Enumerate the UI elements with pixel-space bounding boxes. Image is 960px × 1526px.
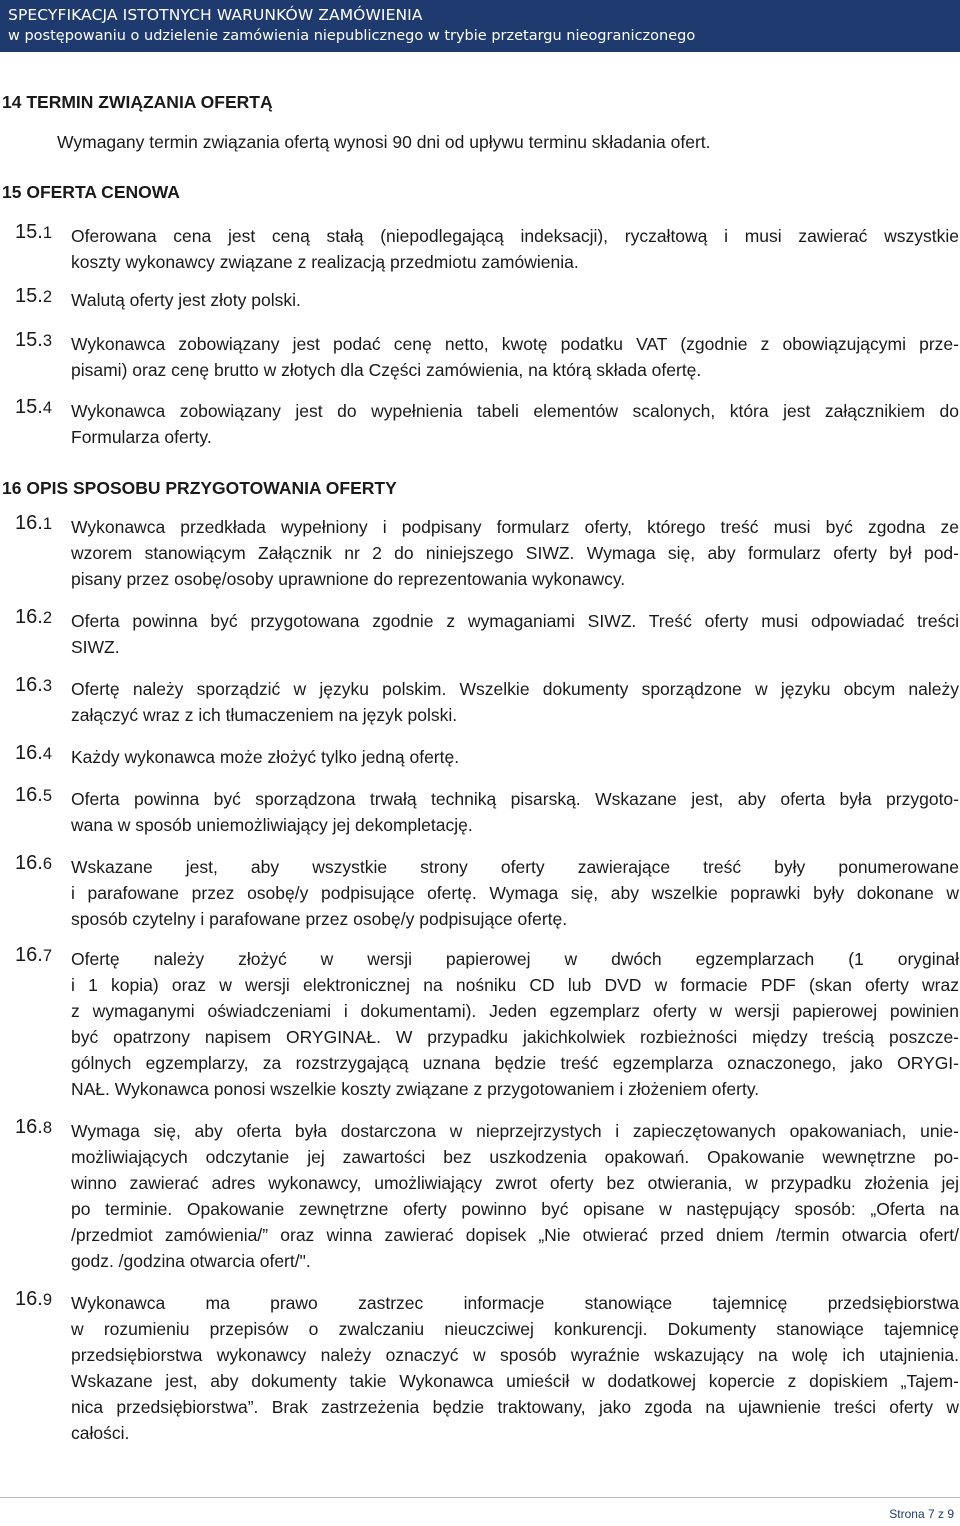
item-number-major: 16. <box>15 512 43 534</box>
item-text <box>71 676 959 728</box>
section-14-heading: 14 TERMIN ZWIĄZANIA OFERTĄ <box>2 92 273 112</box>
item-number <box>15 944 52 967</box>
item-text <box>71 223 959 275</box>
item-number <box>15 852 52 875</box>
item-text-line: nica przedsiębiorstwa”. Brak zastrzeżenia będzie traktowany, jako zgoda na ujawnienie treści oferty w <box>71 1397 959 1417</box>
item-text-line: Ofertę należy sporządzić w języku polskim. Wszelkie dokumenty sporządzone w języku obcym należy <box>71 679 959 699</box>
item-text-line: Formularza oferty. <box>71 427 212 447</box>
item-number <box>15 285 52 308</box>
item-number-minor: 9 <box>42 1291 52 1309</box>
item-text <box>71 398 959 450</box>
item-text-line: pisany przez osobę/osoby uprawnione do reprezentowania wykonawcy. <box>71 569 626 589</box>
item-text <box>71 744 959 770</box>
item-text <box>71 331 959 383</box>
document-header <box>0 0 960 52</box>
item-text-line: Oferta powinna być sporządzona trwałą techniką pisarską. Wskazane jest, aby oferta była przygoto- <box>71 789 959 809</box>
item-number-minor: 3 <box>42 677 52 695</box>
item-text-line: Wykonawca przedkłada wypełniony i podpisany formularz oferty, którego treść musi być zgodna ze <box>71 517 959 537</box>
item-number-minor: 6 <box>42 855 52 873</box>
item-text <box>71 1118 959 1274</box>
item-text-line: Ofertę należy złożyć w wersji papierowej w dwóch egzemplarzach (1 oryginał <box>71 949 959 969</box>
item-text <box>71 786 959 838</box>
item-text-line: całości. <box>71 1423 130 1443</box>
item-text <box>71 514 959 592</box>
header-subtitle: w postępowaniu o udzielenie zamówienia niepublicznego w trybie przetargu nieograniczonego <box>8 28 696 44</box>
item-text-line: Wykonawca zobowiązany jest do wypełnienia tabeli elementów scalonych, która jest załącznikiem do <box>71 401 959 421</box>
item-number-minor: 2 <box>42 288 52 306</box>
item-number <box>15 221 52 244</box>
item-text-line: przedsiębiorstwa wykonawcy należy oznaczyć w sposób wyraźnie wskazujący na wolę ich utajnienia. <box>71 1345 959 1365</box>
item-number-major: 16. <box>15 1288 43 1310</box>
item-text-line: być opatrzony napisem ORYGINAŁ. W przypadku jakichkolwiek rozbieżności między treścią poszcze- <box>71 1027 959 1047</box>
item-number-major: 16. <box>15 944 43 966</box>
item-text-line: gólnych egzemplarzy, za rozstrzygającą uznana będzie treść egzemplarza oznaczonego, jako ORYGI- <box>71 1053 959 1073</box>
item-number-major: 16. <box>15 742 43 764</box>
item-number-major: 15. <box>15 221 43 243</box>
footer-divider <box>0 1497 960 1498</box>
item-text-line: Każdy wykonawca może złożyć tylko jedną ofertę. <box>71 747 460 767</box>
item-text-line: koszty wykonawcy związane z realizacją przedmiotu zamówienia. <box>71 252 579 272</box>
section-15-heading: 15 OFERTA CENOWA <box>2 182 180 202</box>
item-number <box>15 742 52 765</box>
section-16-heading: 16 OPIS SPOSOBU PRZYGOTOWANIA OFERTY <box>2 478 397 498</box>
item-number <box>15 396 52 419</box>
item-text-line: Oferta powinna być przygotowana zgodnie z wymaganiami SIWZ. Treść oferty musi odpowiadać treści <box>71 611 959 631</box>
item-text-line: Wykonawca ma prawo zastrzec informacje stanowiące tajemnicę przedsiębiorstwa <box>71 1293 959 1313</box>
item-text-line: w rozumieniu przepisów o zwalczaniu nieuczciwej konkurencji. Dokumenty stanowiące tajemnicę <box>71 1319 959 1339</box>
item-text-line: /przedmiot zamówienia/” oraz winna zawierać dopisek „Nie otwierać przed dniem /termin otwarcia ofert/ <box>71 1225 959 1245</box>
item-text-line: sposób czytelny i parafowane przez osobę/y podpisujące ofertę. <box>71 909 568 929</box>
item-text-line: Oferowana cena jest ceną stałą (niepodlegającą indeksacji), ryczałtową i musi zawierać wszystkie <box>71 226 959 246</box>
item-number-major: 16. <box>15 674 43 696</box>
item-text-line: Walutą oferty jest złoty polski. <box>71 290 301 310</box>
item-number-major: 15. <box>15 396 43 418</box>
item-text-line: wzorem stanowiącym Załącznik nr 2 do niniejszego SIWZ. Wymaga się, aby formularz oferty był pod- <box>71 543 959 563</box>
item-number-minor: 5 <box>42 787 52 805</box>
header-title: SPECYFIKACJA ISTOTNYCH WARUNKÓW ZAMÓWIENIA <box>8 6 423 24</box>
page-number: Strona 7 z 9 <box>889 1507 954 1521</box>
section-14-text: Wymagany termin związania ofertą wynosi 90 dni od upływu terminu składania ofert. <box>57 132 711 152</box>
item-text <box>71 1290 959 1446</box>
item-text <box>71 608 959 660</box>
item-number-minor: 3 <box>42 332 52 350</box>
item-number-major: 15. <box>15 285 43 307</box>
item-text-line: Wykonawca zobowiązany jest podać cenę netto, kwotę podatku VAT (zgodnie z obowiązującymi prze- <box>71 334 959 354</box>
item-number-minor: 4 <box>42 399 52 417</box>
item-number-minor: 7 <box>42 947 52 965</box>
item-text-line: pisami) oraz cenę brutto w złotych dla Części zamówienia, na którą składa ofertę. <box>71 360 702 380</box>
item-number <box>15 1288 52 1311</box>
item-number-minor: 1 <box>42 515 52 533</box>
item-number-minor: 4 <box>42 745 52 763</box>
item-number-minor: 1 <box>42 224 52 242</box>
item-number-major: 15. <box>15 329 43 351</box>
item-number-major: 16. <box>15 852 43 874</box>
item-text-line: Wymaga się, aby oferta była dostarczona w nieprzejrzystych i zapieczętowanych opakowaniach, unie- <box>71 1121 959 1141</box>
item-text-line: możliwiających odczytanie jej zawartości bez uszkodzenia opakowań. Opakowanie wewnętrzne po- <box>71 1147 959 1167</box>
item-number <box>15 512 52 535</box>
item-text-line: i parafowane przez osobę/y podpisujące ofertę. Wymaga się, aby wszelkie poprawki były dokonane w <box>71 883 959 903</box>
item-number <box>15 329 52 352</box>
item-text-line: Wskazane jest, aby dokumenty takie Wykonawca umieścił w dodatkowej kopercie z dopiskiem „Tajem- <box>71 1371 959 1391</box>
item-number-major: 16. <box>15 784 43 806</box>
item-number <box>15 606 52 629</box>
item-text <box>71 854 959 932</box>
item-text-line: winno zawierać adres wykonawcy, umożliwiający zwrot oferty bez otwierania, w przypadku złożenia jej <box>71 1173 959 1193</box>
item-number-major: 16. <box>15 1116 43 1138</box>
item-text-line: Wskazane jest, aby wszystkie strony oferty zawierające treść były ponumerowane <box>71 857 959 877</box>
item-text <box>71 946 959 1102</box>
item-number-major: 16. <box>15 606 43 628</box>
item-text <box>71 287 959 313</box>
item-text-line: wana w sposób uniemożliwiający jej dekompletację. <box>71 815 473 835</box>
item-number <box>15 674 52 697</box>
item-text-line: SIWZ. <box>71 637 120 657</box>
item-text-line: załączyć wraz z ich tłumaczeniem na język polski. <box>71 705 458 725</box>
item-text-line: NAŁ. Wykonawca ponosi wszelkie koszty związane z przygotowaniem i złożeniem oferty. <box>71 1079 760 1099</box>
item-text-line: po terminie. Opakowanie zewnętrzne oferty powinno być opisane w następujący sposób: „Oferta na <box>71 1199 959 1219</box>
item-text-line: z wymaganymi oświadczeniami i dokumentami). Jeden egzemplarz oferty w wersji papierowej powinien <box>71 1001 959 1021</box>
item-number-minor: 8 <box>42 1119 52 1137</box>
item-text-line: godz. /godzina otwarcia ofert/". <box>71 1251 311 1271</box>
item-text-line: i 1 kopia) oraz w wersji elektronicznej na nośniku CD lub DVD w formacie PDF (skan oferty wraz <box>71 975 959 995</box>
item-number <box>15 784 52 807</box>
item-number <box>15 1116 52 1139</box>
item-number-minor: 2 <box>42 609 52 627</box>
